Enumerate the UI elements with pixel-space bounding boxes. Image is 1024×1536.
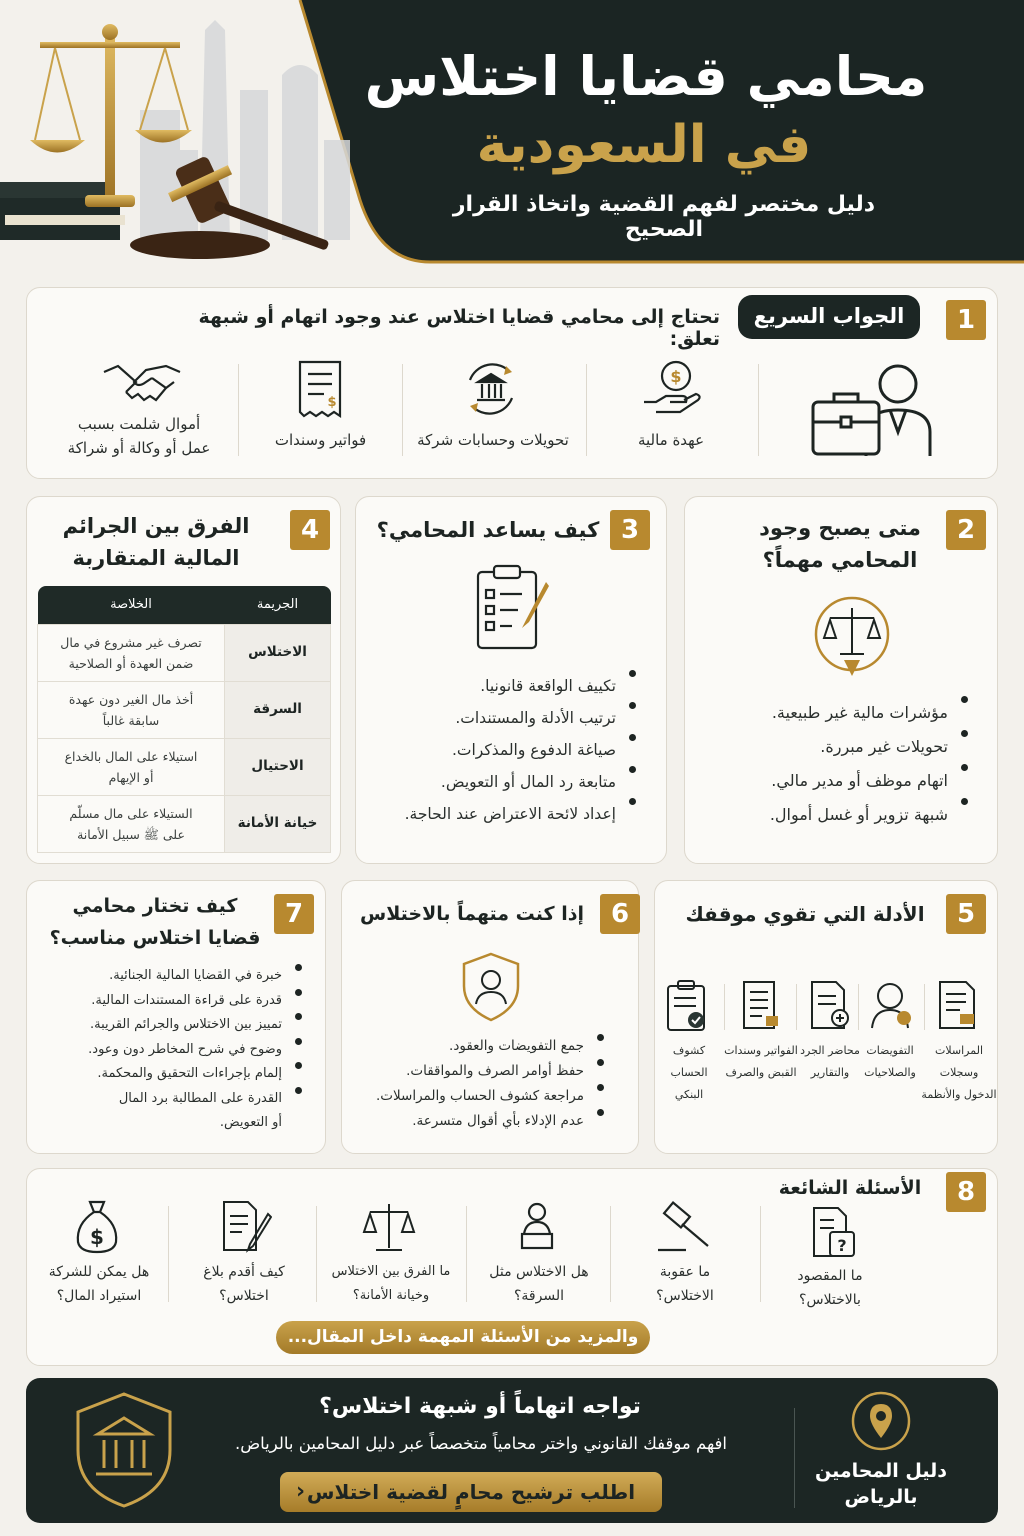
faq-item[interactable]: هل يمكن للشركة استيراد المال؟ <box>48 1264 150 1304</box>
footer-question: تواجه اتهاماً أو شبهة اختلاس؟ <box>319 1394 641 1419</box>
money-bag-icon <box>72 1198 122 1254</box>
list-item: ترتيب الأدلة والمستندات. <box>380 702 642 734</box>
divider <box>724 984 725 1030</box>
item-label: أموال شلمت بسبب عمل أو وكالة أو شراكة <box>67 415 211 457</box>
header <box>0 0 1024 270</box>
list-item: حفظ أوامر الصرف والمواققات. <box>360 1059 610 1084</box>
report-pen-icon <box>220 1200 272 1254</box>
how-lawyer-helps-list <box>380 670 642 830</box>
card-title: الفرق بين الجرائم المالية المتقاربة <box>62 514 250 570</box>
list-item: إلمام بإجراءات التحقيق والمحكمة. <box>40 1062 308 1087</box>
list-item: تمييز بين الاختلاس والجرائم القريبة. <box>40 1013 308 1038</box>
request-lawyer-button[interactable] <box>280 1472 662 1512</box>
page-subtitle: دليل مختصر لفهم القضية واتخاذ القرار الصحيح <box>452 192 876 242</box>
thief-icon <box>512 1200 562 1254</box>
table-cell: أخذ مال الغير دون عهدة سابقة غالباً <box>38 681 225 738</box>
divider <box>796 984 797 1030</box>
table-cell: خيانة الأمانة <box>225 795 331 852</box>
item-label: فواتير وسندات <box>274 431 367 449</box>
table-row <box>38 738 331 795</box>
list-item: مراجعة كشوف الحساب والمراسلات. <box>360 1084 610 1109</box>
authorization-icon <box>868 980 914 1030</box>
list-item: جمع التفويضات والعقود. <box>360 1034 610 1059</box>
faq-item[interactable]: ما الفرق بين الاختلاس وخيانة الأمانة؟ <box>331 1264 451 1303</box>
more-questions-button[interactable]: والمزيد من الأسئلة المهمة داخل المقال... <box>276 1321 650 1354</box>
list-item: تكييف الواقعة قانونيا. <box>380 670 642 702</box>
page-title: محامي قضايا اختلاس <box>364 45 928 108</box>
card-title: كيف تختار محامي قضايا اختلاس مناسب؟ <box>49 895 261 949</box>
faq-item[interactable]: ما المقصود بالاختلاس؟ <box>797 1268 863 1308</box>
footer-brand: دليل المحامين بالرياض <box>814 1460 948 1508</box>
faq-item[interactable]: ما عقوبة الاختلاس؟ <box>656 1264 714 1304</box>
faq-item[interactable]: كيف أقدم بلاغ اختلاس؟ <box>203 1264 285 1304</box>
svg-text:$: $ <box>670 367 682 386</box>
item-label: عهدة مالية <box>637 431 705 449</box>
list-item: خبرة في القضايا المالية الجنائية. <box>40 964 308 989</box>
list-item: شبهة تزوير أو غسل أموال. <box>716 798 974 832</box>
choose-lawyer-list <box>40 964 308 1136</box>
gavel-icon <box>652 1200 714 1254</box>
divider <box>758 364 759 456</box>
section-number: 8 <box>946 1172 986 1212</box>
quick-answer-badge: الجواب السريع <box>738 295 920 339</box>
item-label: الفواتير وسندات القبض والصرف <box>724 1044 798 1079</box>
card-title: الأدلة التي تقوي موقفك <box>685 902 925 926</box>
location-pin-icon <box>850 1390 912 1452</box>
list-item: إعداد لائحة الاعتراض عند الحاجة. <box>380 798 642 830</box>
correspondence-icon <box>936 980 978 1030</box>
table-cell: تصرف غير مشروع في مال ضمن العهدة أو الصلاحية <box>38 624 225 681</box>
list-item: وضوح في شرح المخاطر دون وعود. <box>40 1038 308 1063</box>
section-number: 7 <box>274 894 314 934</box>
employee-briefcase-icon <box>808 362 938 458</box>
faq-item[interactable]: هل الاختلاس مثل السرقة؟ <box>489 1264 589 1304</box>
request-lawyer-label: اطلب ترشيح محامٍ لقضية اختلاس <box>306 1480 636 1504</box>
section-number: 6 <box>600 894 640 934</box>
inventory-report-icon <box>808 980 850 1030</box>
item-label: التفويضات والصلاحيات <box>864 1044 916 1079</box>
table-row <box>38 624 331 681</box>
receipts-icon <box>740 980 782 1030</box>
shield-user-icon <box>458 950 524 1024</box>
item-label: محاضر الجرد والتقارير <box>800 1044 860 1079</box>
item-label: كشوف الحساب البنكي <box>670 1044 708 1101</box>
divider <box>238 364 239 456</box>
card-title: الأسئلة الشائعة <box>778 1177 922 1199</box>
courthouse-shield-icon <box>72 1390 176 1510</box>
section-number: 4 <box>290 510 330 550</box>
list-item: صياغة الدفوع والمذكرات. <box>380 734 642 766</box>
table-cell: الستيلاء على مال مسلّم على ﷺ سبيل الأمانة <box>38 795 225 852</box>
table-cell: الاختلاس <box>225 624 331 681</box>
card-title: كيف يساعد المحامي؟ <box>376 518 600 542</box>
when-needed-list <box>716 696 974 832</box>
table-row <box>38 795 331 852</box>
list-item: عدم الإدلاء بأي أقوال متسرعة. <box>360 1109 610 1134</box>
table-cell: السرقة <box>225 681 331 738</box>
footer-text: افهم موقفك القانوني واختر محامياً متخصصاً عبر دليل المحامين بالرياض. <box>234 1434 728 1453</box>
invoice-icon <box>294 358 348 420</box>
divider <box>924 984 925 1030</box>
list-item: مؤشرات مالية غير طبيعية. <box>716 696 974 730</box>
bank-statement-icon <box>664 978 710 1032</box>
card-title: إذا كنت متهماً بالاختلاس <box>360 903 584 925</box>
handshake-icon <box>102 358 182 412</box>
divider <box>466 1206 467 1302</box>
list-item: اتهام موظف أو مدير مالي. <box>716 764 974 798</box>
table-cell: الاحتيال <box>225 738 331 795</box>
crimes-table <box>37 586 331 853</box>
divider <box>610 1206 611 1302</box>
list-item: متابعة رد المال أو التعويض. <box>380 766 642 798</box>
list-item: القدرة على المطالبة برد المال أو التعويض. <box>40 1087 308 1136</box>
item-label: تحويلات وحسابات شركة <box>417 431 569 449</box>
section-number: 1 <box>946 300 986 340</box>
bank-transfer-icon <box>460 360 522 418</box>
svg-text:$: $ <box>90 1225 104 1249</box>
scales-icon <box>362 1200 416 1256</box>
table-header: الخلاصة <box>38 586 225 624</box>
divider <box>760 1206 761 1302</box>
item-label: المراسلات وسجلات الدخول والأنظمة <box>921 1044 997 1101</box>
card-title: متى يصبح وجود المحامي مهماً؟ <box>759 516 921 572</box>
table-row <box>38 681 331 738</box>
divider <box>168 1206 169 1302</box>
list-item: قدرة على قراءة المستندات المالية. <box>40 989 308 1014</box>
divider <box>794 1408 795 1508</box>
svg-text:$: $ <box>327 395 337 410</box>
divider <box>316 1206 317 1302</box>
chevron-left-icon: ‹ <box>296 1479 306 1504</box>
question-doc-icon <box>810 1206 856 1258</box>
scales-icon <box>810 594 894 678</box>
list-item: تحويلات غير مبررة. <box>716 730 974 764</box>
section-number: 3 <box>610 510 650 550</box>
quick-answer-lead: تحتاج إلى محامي قضايا اختلاس عند وجود اتهام أو شبهة تعلق: <box>198 306 720 350</box>
money-hand-icon <box>640 356 704 416</box>
table-header: الجريمة <box>225 586 331 624</box>
if-accused-list <box>360 1034 610 1134</box>
svg-text:?: ? <box>837 1236 847 1255</box>
clipboard-icon <box>472 562 552 652</box>
table-cell: استيلاء على المال بالخداع أو الإيهام <box>38 738 225 795</box>
divider <box>586 364 587 456</box>
divider <box>402 364 403 456</box>
page-title-highlight: في السعودية <box>476 115 812 175</box>
section-number: 5 <box>946 894 986 934</box>
divider <box>858 984 859 1030</box>
section-number: 2 <box>946 510 986 550</box>
